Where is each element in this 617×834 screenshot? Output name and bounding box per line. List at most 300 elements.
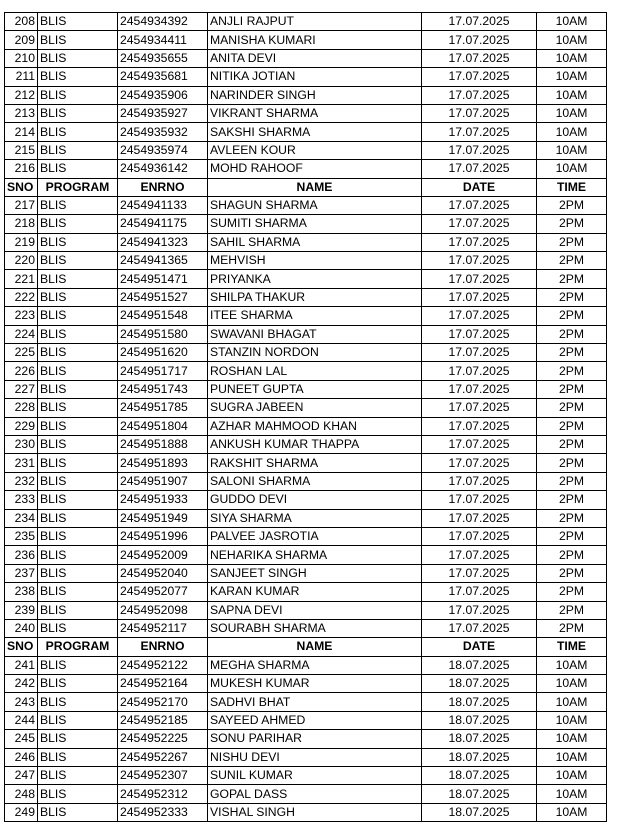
sno-cell: 219 — [5, 233, 38, 251]
time-cell: 2PM — [537, 509, 607, 527]
table-row — [5, 104, 607, 122]
name-cell: MANISHA KUMARI — [208, 31, 422, 49]
sno-cell: 217 — [5, 196, 38, 214]
name-cell: MEHVISH — [208, 252, 422, 270]
header-enrno: ENRNO — [118, 178, 208, 196]
time-cell: 2PM — [537, 619, 607, 637]
date-cell: 18.07.2025 — [422, 656, 537, 674]
enrno-cell: 2454935655 — [118, 49, 208, 67]
date-cell: 17.07.2025 — [422, 491, 537, 509]
table-row — [5, 31, 607, 49]
time-cell: 2PM — [537, 527, 607, 545]
table-row — [5, 233, 607, 251]
sno-cell: 233 — [5, 491, 38, 509]
sno-cell: 224 — [5, 325, 38, 343]
table-row — [5, 13, 607, 31]
time-cell: 10AM — [537, 767, 607, 785]
sno-cell: 221 — [5, 270, 38, 288]
header-date: DATE — [422, 638, 537, 656]
time-cell: 2PM — [537, 472, 607, 490]
header-name: NAME — [208, 178, 422, 196]
sno-cell: 245 — [5, 730, 38, 748]
enrno-cell: 2454951907 — [118, 472, 208, 490]
name-cell: SONU PARIHAR — [208, 730, 422, 748]
date-cell: 17.07.2025 — [422, 380, 537, 398]
date-cell: 17.07.2025 — [422, 435, 537, 453]
name-cell: SHAGUN SHARMA — [208, 196, 422, 214]
enrno-cell: 2454951548 — [118, 307, 208, 325]
header-name: NAME — [208, 638, 422, 656]
date-cell: 17.07.2025 — [422, 123, 537, 141]
date-cell: 17.07.2025 — [422, 583, 537, 601]
program-cell: BLIS — [38, 288, 118, 306]
header-enrno: ENRNO — [118, 638, 208, 656]
program-cell: BLIS — [38, 252, 118, 270]
program-cell: BLIS — [38, 656, 118, 674]
program-cell: BLIS — [38, 675, 118, 693]
sno-cell: 218 — [5, 215, 38, 233]
name-cell: VIKRANT SHARMA — [208, 104, 422, 122]
table-row — [5, 748, 607, 766]
time-cell: 2PM — [537, 417, 607, 435]
time-cell: 2PM — [537, 380, 607, 398]
table-row — [5, 215, 607, 233]
time-cell: 2PM — [537, 601, 607, 619]
program-cell: BLIS — [38, 13, 118, 31]
date-cell: 17.07.2025 — [422, 104, 537, 122]
header-time: TIME — [537, 638, 607, 656]
table-row — [5, 454, 607, 472]
name-cell: MUKESH KUMAR — [208, 675, 422, 693]
time-cell: 10AM — [537, 123, 607, 141]
table-row — [5, 675, 607, 693]
time-cell: 10AM — [537, 803, 607, 821]
date-cell: 18.07.2025 — [422, 767, 537, 785]
enrno-cell: 2454951580 — [118, 325, 208, 343]
table-row — [5, 325, 607, 343]
sno-cell: 248 — [5, 785, 38, 803]
program-cell: BLIS — [38, 546, 118, 564]
date-cell: 17.07.2025 — [422, 325, 537, 343]
date-cell: 18.07.2025 — [422, 748, 537, 766]
time-cell: 10AM — [537, 693, 607, 711]
enrno-cell: 2454951949 — [118, 509, 208, 527]
program-cell: BLIS — [38, 215, 118, 233]
sno-cell: 249 — [5, 803, 38, 821]
name-cell: SUGRA JABEEN — [208, 399, 422, 417]
table-row — [5, 711, 607, 729]
date-cell: 17.07.2025 — [422, 31, 537, 49]
date-cell: 17.07.2025 — [422, 546, 537, 564]
date-cell: 17.07.2025 — [422, 601, 537, 619]
sno-cell: 210 — [5, 49, 38, 67]
sno-cell: 244 — [5, 711, 38, 729]
enrno-cell: 2454952040 — [118, 564, 208, 582]
sno-cell: 220 — [5, 252, 38, 270]
time-cell: 2PM — [537, 399, 607, 417]
enrno-cell: 2454952307 — [118, 767, 208, 785]
name-cell: ROSHAN LAL — [208, 362, 422, 380]
time-cell: 2PM — [537, 564, 607, 582]
program-cell: BLIS — [38, 31, 118, 49]
enrno-cell: 2454952077 — [118, 583, 208, 601]
program-cell: BLIS — [38, 325, 118, 343]
enrno-cell: 2454935927 — [118, 104, 208, 122]
program-cell: BLIS — [38, 141, 118, 159]
table-row — [5, 307, 607, 325]
program-cell: BLIS — [38, 454, 118, 472]
schedule-table-body — [5, 13, 607, 822]
enrno-cell: 2454951933 — [118, 491, 208, 509]
enrno-cell: 2454941175 — [118, 215, 208, 233]
date-cell: 17.07.2025 — [422, 399, 537, 417]
date-cell: 17.07.2025 — [422, 454, 537, 472]
program-cell: BLIS — [38, 160, 118, 178]
time-cell: 2PM — [537, 546, 607, 564]
enrno-cell: 2454951996 — [118, 527, 208, 545]
program-cell: BLIS — [38, 380, 118, 398]
name-cell: SUNIL KUMAR — [208, 767, 422, 785]
table-row — [5, 288, 607, 306]
date-cell: 17.07.2025 — [422, 13, 537, 31]
date-cell: 18.07.2025 — [422, 693, 537, 711]
program-cell: BLIS — [38, 344, 118, 362]
date-cell: 17.07.2025 — [422, 344, 537, 362]
program-cell: BLIS — [38, 472, 118, 490]
name-cell: STANZIN NORDON — [208, 344, 422, 362]
date-cell: 17.07.2025 — [422, 86, 537, 104]
name-cell: PUNEET GUPTA — [208, 380, 422, 398]
time-cell: 10AM — [537, 711, 607, 729]
program-cell: BLIS — [38, 196, 118, 214]
enrno-cell: 2454936142 — [118, 160, 208, 178]
date-cell: 17.07.2025 — [422, 472, 537, 490]
name-cell: SHILPA THAKUR — [208, 288, 422, 306]
name-cell: GOPAL DASS — [208, 785, 422, 803]
time-cell: 10AM — [537, 656, 607, 674]
date-cell: 17.07.2025 — [422, 288, 537, 306]
header-program: PROGRAM — [38, 178, 118, 196]
name-cell: SWAVANI BHAGAT — [208, 325, 422, 343]
time-cell: 2PM — [537, 307, 607, 325]
table-row — [5, 693, 607, 711]
program-cell: BLIS — [38, 785, 118, 803]
time-cell: 10AM — [537, 160, 607, 178]
date-cell: 17.07.2025 — [422, 509, 537, 527]
name-cell: AZHAR MAHMOOD KHAN — [208, 417, 422, 435]
program-cell: BLIS — [38, 399, 118, 417]
table-row — [5, 86, 607, 104]
enrno-cell: 2454951888 — [118, 435, 208, 453]
name-cell: SALONI SHARMA — [208, 472, 422, 490]
program-cell: BLIS — [38, 104, 118, 122]
program-cell: BLIS — [38, 49, 118, 67]
enrno-cell: 2454951527 — [118, 288, 208, 306]
name-cell: VISHAL SINGH — [208, 803, 422, 821]
enrno-cell: 2454951471 — [118, 270, 208, 288]
schedule-table — [4, 12, 607, 822]
time-cell: 10AM — [537, 13, 607, 31]
date-cell: 18.07.2025 — [422, 803, 537, 821]
name-cell: SAHIL SHARMA — [208, 233, 422, 251]
enrno-cell: 2454952117 — [118, 619, 208, 637]
program-cell: BLIS — [38, 68, 118, 86]
date-cell: 17.07.2025 — [422, 215, 537, 233]
date-cell: 17.07.2025 — [422, 196, 537, 214]
header-sno: SNO — [5, 638, 38, 656]
table-row — [5, 417, 607, 435]
sno-cell: 234 — [5, 509, 38, 527]
table-row — [5, 803, 607, 821]
program-cell: BLIS — [38, 270, 118, 288]
time-cell: 2PM — [537, 325, 607, 343]
time-cell: 2PM — [537, 454, 607, 472]
column-header-row — [5, 638, 607, 656]
sno-cell: 236 — [5, 546, 38, 564]
time-cell: 2PM — [537, 252, 607, 270]
table-row — [5, 399, 607, 417]
column-header-row — [5, 178, 607, 196]
sno-cell: 238 — [5, 583, 38, 601]
table-row — [5, 730, 607, 748]
enrno-cell: 2454941323 — [118, 233, 208, 251]
sno-cell: 226 — [5, 362, 38, 380]
sno-cell: 223 — [5, 307, 38, 325]
program-cell: BLIS — [38, 307, 118, 325]
name-cell: ANKUSH KUMAR THAPPA — [208, 435, 422, 453]
sno-cell: 241 — [5, 656, 38, 674]
enrno-cell: 2454951717 — [118, 362, 208, 380]
time-cell: 10AM — [537, 675, 607, 693]
date-cell: 17.07.2025 — [422, 362, 537, 380]
date-cell: 18.07.2025 — [422, 675, 537, 693]
time-cell: 10AM — [537, 68, 607, 86]
enrno-cell: 2454952009 — [118, 546, 208, 564]
name-cell: PRIYANKA — [208, 270, 422, 288]
enrno-cell: 2454952122 — [118, 656, 208, 674]
enrno-cell: 2454951743 — [118, 380, 208, 398]
sno-cell: 211 — [5, 68, 38, 86]
sno-cell: 212 — [5, 86, 38, 104]
date-cell: 17.07.2025 — [422, 68, 537, 86]
name-cell: AVLEEN KOUR — [208, 141, 422, 159]
table-row — [5, 564, 607, 582]
table-row — [5, 509, 607, 527]
enrno-cell: 2454952225 — [118, 730, 208, 748]
sno-cell: 237 — [5, 564, 38, 582]
name-cell: ANITA DEVI — [208, 49, 422, 67]
time-cell: 2PM — [537, 288, 607, 306]
sno-cell: 214 — [5, 123, 38, 141]
table-row — [5, 141, 607, 159]
program-cell: BLIS — [38, 527, 118, 545]
name-cell: ITEE SHARMA — [208, 307, 422, 325]
time-cell: 2PM — [537, 362, 607, 380]
name-cell: RAKSHIT SHARMA — [208, 454, 422, 472]
table-row — [5, 49, 607, 67]
date-cell: 18.07.2025 — [422, 730, 537, 748]
time-cell: 2PM — [537, 435, 607, 453]
enrno-cell: 2454951804 — [118, 417, 208, 435]
time-cell: 2PM — [537, 196, 607, 214]
time-cell: 10AM — [537, 31, 607, 49]
sno-cell: 222 — [5, 288, 38, 306]
name-cell: MOHD RAHOOF — [208, 160, 422, 178]
table-row — [5, 68, 607, 86]
enrno-cell: 2454952267 — [118, 748, 208, 766]
program-cell: BLIS — [38, 233, 118, 251]
sno-cell: 227 — [5, 380, 38, 398]
enrno-cell: 2454952312 — [118, 785, 208, 803]
date-cell: 17.07.2025 — [422, 252, 537, 270]
date-cell: 17.07.2025 — [422, 233, 537, 251]
enrno-cell: 2454951620 — [118, 344, 208, 362]
name-cell: SUMITI SHARMA — [208, 215, 422, 233]
enrno-cell: 2454951785 — [118, 399, 208, 417]
time-cell: 2PM — [537, 583, 607, 601]
program-cell: BLIS — [38, 748, 118, 766]
time-cell: 2PM — [537, 233, 607, 251]
sno-cell: 231 — [5, 454, 38, 472]
sno-cell: 228 — [5, 399, 38, 417]
header-time: TIME — [537, 178, 607, 196]
program-cell: BLIS — [38, 711, 118, 729]
table-row — [5, 656, 607, 674]
header-sno: SNO — [5, 178, 38, 196]
program-cell: BLIS — [38, 123, 118, 141]
enrno-cell: 2454934411 — [118, 31, 208, 49]
name-cell: SAKSHI SHARMA — [208, 123, 422, 141]
program-cell: BLIS — [38, 601, 118, 619]
table-row — [5, 344, 607, 362]
sno-cell: 243 — [5, 693, 38, 711]
sno-cell: 215 — [5, 141, 38, 159]
sno-cell: 246 — [5, 748, 38, 766]
enrno-cell: 2454935906 — [118, 86, 208, 104]
sno-cell: 235 — [5, 527, 38, 545]
time-cell: 10AM — [537, 86, 607, 104]
table-row — [5, 583, 607, 601]
table-row — [5, 252, 607, 270]
program-cell: BLIS — [38, 619, 118, 637]
name-cell: SANJEET SINGH — [208, 564, 422, 582]
program-cell: BLIS — [38, 730, 118, 748]
sno-cell: 216 — [5, 160, 38, 178]
time-cell: 10AM — [537, 785, 607, 803]
table-row — [5, 619, 607, 637]
date-cell: 17.07.2025 — [422, 141, 537, 159]
table-row — [5, 270, 607, 288]
name-cell: NARINDER SINGH — [208, 86, 422, 104]
name-cell: MEGHA SHARMA — [208, 656, 422, 674]
name-cell: SAYEED AHMED — [208, 711, 422, 729]
enrno-cell: 2454941365 — [118, 252, 208, 270]
program-cell: BLIS — [38, 767, 118, 785]
sno-cell: 242 — [5, 675, 38, 693]
table-row — [5, 601, 607, 619]
date-cell: 17.07.2025 — [422, 160, 537, 178]
sno-cell: 230 — [5, 435, 38, 453]
time-cell: 10AM — [537, 141, 607, 159]
enrno-cell: 2454951893 — [118, 454, 208, 472]
table-row — [5, 472, 607, 490]
time-cell: 10AM — [537, 730, 607, 748]
name-cell: NEHARIKA SHARMA — [208, 546, 422, 564]
name-cell: ANJLI RAJPUT — [208, 13, 422, 31]
table-row — [5, 527, 607, 545]
table-row — [5, 160, 607, 178]
program-cell: BLIS — [38, 362, 118, 380]
program-cell: BLIS — [38, 583, 118, 601]
date-cell: 18.07.2025 — [422, 711, 537, 729]
table-row — [5, 491, 607, 509]
date-cell: 18.07.2025 — [422, 785, 537, 803]
time-cell: 2PM — [537, 491, 607, 509]
name-cell: GUDDO DEVI — [208, 491, 422, 509]
enrno-cell: 2454952098 — [118, 601, 208, 619]
header-program: PROGRAM — [38, 638, 118, 656]
name-cell: SADHVI BHAT — [208, 693, 422, 711]
table-row — [5, 123, 607, 141]
header-date: DATE — [422, 178, 537, 196]
program-cell: BLIS — [38, 509, 118, 527]
table-row — [5, 196, 607, 214]
name-cell: SOURABH SHARMA — [208, 619, 422, 637]
name-cell: KARAN KUMAR — [208, 583, 422, 601]
program-cell: BLIS — [38, 417, 118, 435]
enrno-cell: 2454935681 — [118, 68, 208, 86]
table-row — [5, 435, 607, 453]
date-cell: 17.07.2025 — [422, 417, 537, 435]
table-row — [5, 546, 607, 564]
date-cell: 17.07.2025 — [422, 619, 537, 637]
enrno-cell: 2454952185 — [118, 711, 208, 729]
name-cell: SAPNA DEVI — [208, 601, 422, 619]
table-row — [5, 785, 607, 803]
time-cell: 10AM — [537, 49, 607, 67]
sno-cell: 225 — [5, 344, 38, 362]
program-cell: BLIS — [38, 693, 118, 711]
enrno-cell: 2454935932 — [118, 123, 208, 141]
sno-cell: 240 — [5, 619, 38, 637]
enrno-cell: 2454952333 — [118, 803, 208, 821]
sno-cell: 213 — [5, 104, 38, 122]
name-cell: NITIKA JOTIAN — [208, 68, 422, 86]
time-cell: 2PM — [537, 215, 607, 233]
sno-cell: 239 — [5, 601, 38, 619]
program-cell: BLIS — [38, 86, 118, 104]
date-cell: 17.07.2025 — [422, 270, 537, 288]
time-cell: 2PM — [537, 344, 607, 362]
time-cell: 10AM — [537, 748, 607, 766]
program-cell: BLIS — [38, 491, 118, 509]
date-cell: 17.07.2025 — [422, 564, 537, 582]
enrno-cell: 2454941133 — [118, 196, 208, 214]
program-cell: BLIS — [38, 803, 118, 821]
name-cell: PALVEE JASROTIA — [208, 527, 422, 545]
enrno-cell: 2454934392 — [118, 13, 208, 31]
table-row — [5, 362, 607, 380]
table-row — [5, 767, 607, 785]
program-cell: BLIS — [38, 564, 118, 582]
sno-cell: 232 — [5, 472, 38, 490]
program-cell: BLIS — [38, 435, 118, 453]
enrno-cell: 2454952170 — [118, 693, 208, 711]
sno-cell: 229 — [5, 417, 38, 435]
date-cell: 17.07.2025 — [422, 307, 537, 325]
time-cell: 10AM — [537, 104, 607, 122]
sno-cell: 247 — [5, 767, 38, 785]
